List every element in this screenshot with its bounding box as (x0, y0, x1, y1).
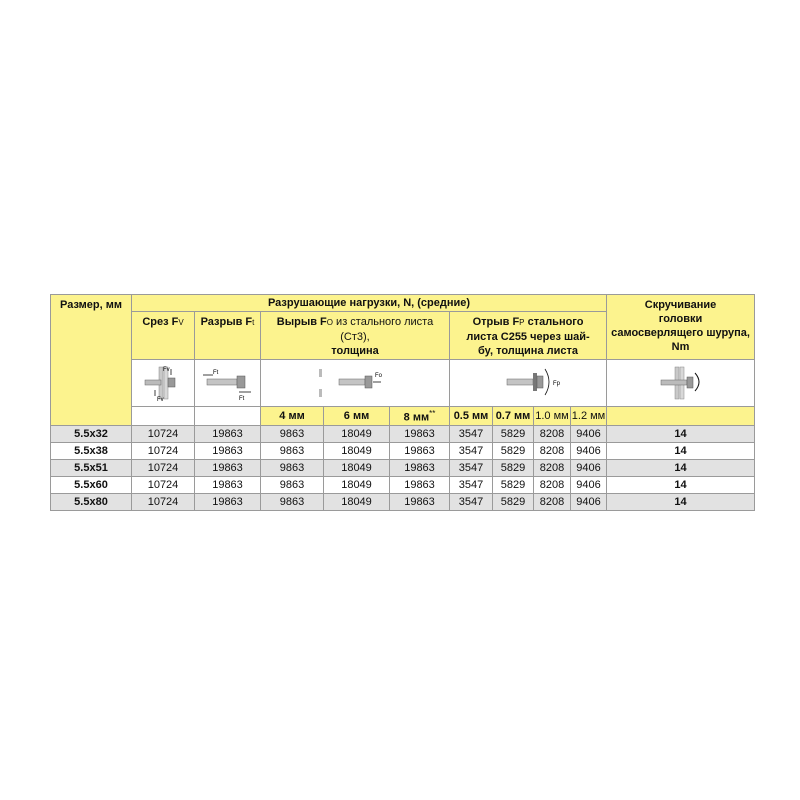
tear-cell: 19863 (195, 460, 261, 477)
pullout-header: Отрыв FP стального листа С255 через шай- бу, толщина листа (450, 312, 607, 360)
size-cell: 5.5x32 (51, 426, 132, 443)
twist-cell: 14 (607, 426, 755, 443)
shear-cell: 10724 (132, 426, 195, 443)
cutout-8mm-cell: 19863 (390, 494, 450, 511)
svg-text:Ft: Ft (238, 396, 244, 402)
pullout-0-7mm-cell: 5829 (493, 443, 534, 460)
pullout-0-5mm-cell: 3547 (450, 443, 493, 460)
tear-diagram (195, 360, 261, 407)
tear-cell: 19863 (195, 443, 261, 460)
tear-cell: 19863 (195, 426, 261, 443)
table-row (51, 426, 755, 443)
shear-screw-icon (135, 363, 191, 403)
cutout-8mm-cell: 19863 (390, 460, 450, 477)
pullout-1-2mm-cell: 9406 (571, 494, 607, 511)
twist-cell: 14 (607, 477, 755, 494)
cutout-4mm-cell: 9863 (261, 443, 324, 460)
cutout-8mm-cell: 19863 (390, 477, 450, 494)
pullout-1-2mm-cell: 9406 (571, 443, 607, 460)
pullout-0-5mm-cell: 3547 (450, 426, 493, 443)
table-row (51, 477, 755, 494)
cutout-header: Вырыв FO из стального листа (Ст3), толщина (261, 312, 450, 360)
shear-cell: 10724 (132, 443, 195, 460)
size-cell: 5.5x38 (51, 443, 132, 460)
svg-text:Fo: Fo (375, 373, 383, 379)
pullout-screw-icon (483, 363, 573, 403)
shear-cell: 10724 (132, 477, 195, 494)
pullout-0-5mm-cell: 3547 (450, 477, 493, 494)
pullout-0-7mm-cell: 5829 (493, 477, 534, 494)
cutout-6mm-cell: 18049 (324, 443, 390, 460)
cutout-6mm-cell: 18049 (324, 460, 390, 477)
twist-header: Скручивание головки самосверлящего шурупа, Nm (607, 295, 755, 360)
thickness-8mm: 8 мм** (390, 407, 450, 426)
cutout-6mm-cell: 18049 (324, 426, 390, 443)
twist-cell: 14 (607, 494, 755, 511)
shear-header: Срез FV (132, 312, 195, 360)
thickness-0-5mm: 0.5 мм (450, 407, 493, 426)
svg-text:Fp: Fp (553, 381, 561, 387)
cutout-4mm-cell: 9863 (261, 494, 324, 511)
thickness-0-7mm: 0.7 мм (493, 407, 534, 426)
cutout-4mm-cell: 9863 (261, 426, 324, 443)
pullout-1-2mm-cell: 9406 (571, 477, 607, 494)
blank-cell (607, 407, 755, 426)
tear-cell: 19863 (195, 477, 261, 494)
shear-cell: 10724 (132, 494, 195, 511)
cutout-8mm-cell: 19863 (390, 443, 450, 460)
cutout-4mm-cell: 9863 (261, 477, 324, 494)
shear-cell: 10724 (132, 460, 195, 477)
size-cell: 5.5x60 (51, 477, 132, 494)
twist-cell: 14 (607, 443, 755, 460)
svg-text:Fv: Fv (157, 397, 164, 403)
pullout-diagram (450, 360, 607, 407)
pullout-1-0mm-cell: 8208 (534, 443, 571, 460)
table-row (51, 460, 755, 477)
twist-cell: 14 (607, 460, 755, 477)
thickness-1-0mm: 1.0 мм (534, 407, 571, 426)
shear-diagram (132, 360, 195, 407)
thickness-1-2mm: 1.2 мм (571, 407, 607, 426)
tear-header: Разрыв Ft (195, 312, 261, 360)
blank-cell (132, 407, 195, 426)
pullout-0-7mm-cell: 5829 (493, 426, 534, 443)
thickness-6mm: 6 мм (324, 407, 390, 426)
size-cell: 5.5x80 (51, 494, 132, 511)
blank-cell (195, 407, 261, 426)
strength-table (50, 294, 755, 511)
size-column-header: Размер, мм (51, 295, 132, 426)
pullout-1-2mm-cell: 9406 (571, 460, 607, 477)
thickness-4mm: 4 мм (261, 407, 324, 426)
pullout-1-2mm-cell: 9406 (571, 426, 607, 443)
pullout-0-7mm-cell: 5829 (493, 494, 534, 511)
cutout-diagram (261, 360, 450, 407)
breaking-loads-header: Разрушающие нагрузки, N, (средние) (132, 295, 607, 312)
twist-diagram (607, 360, 755, 407)
pullout-1-0mm-cell: 8208 (534, 460, 571, 477)
pullout-1-0mm-cell: 8208 (534, 426, 571, 443)
pullout-1-0mm-cell: 8208 (534, 494, 571, 511)
twist-screw-icon (651, 363, 711, 403)
svg-text:Fv: Fv (163, 367, 170, 373)
cutout-4mm-cell: 9863 (261, 460, 324, 477)
pullout-0-7mm-cell: 5829 (493, 460, 534, 477)
tear-screw-icon (199, 363, 257, 403)
cutout-6mm-cell: 18049 (324, 477, 390, 494)
pullout-0-5mm-cell: 3547 (450, 460, 493, 477)
pullout-1-0mm-cell: 8208 (534, 477, 571, 494)
cutout-6mm-cell: 18049 (324, 494, 390, 511)
cutout-8mm-cell: 19863 (390, 426, 450, 443)
table-row (51, 494, 755, 511)
table-row (51, 443, 755, 460)
size-cell: 5.5x51 (51, 460, 132, 477)
cutout-screw-icon (315, 363, 395, 403)
tear-cell: 19863 (195, 494, 261, 511)
pullout-0-5mm-cell: 3547 (450, 494, 493, 511)
svg-text:Ft: Ft (212, 370, 218, 376)
